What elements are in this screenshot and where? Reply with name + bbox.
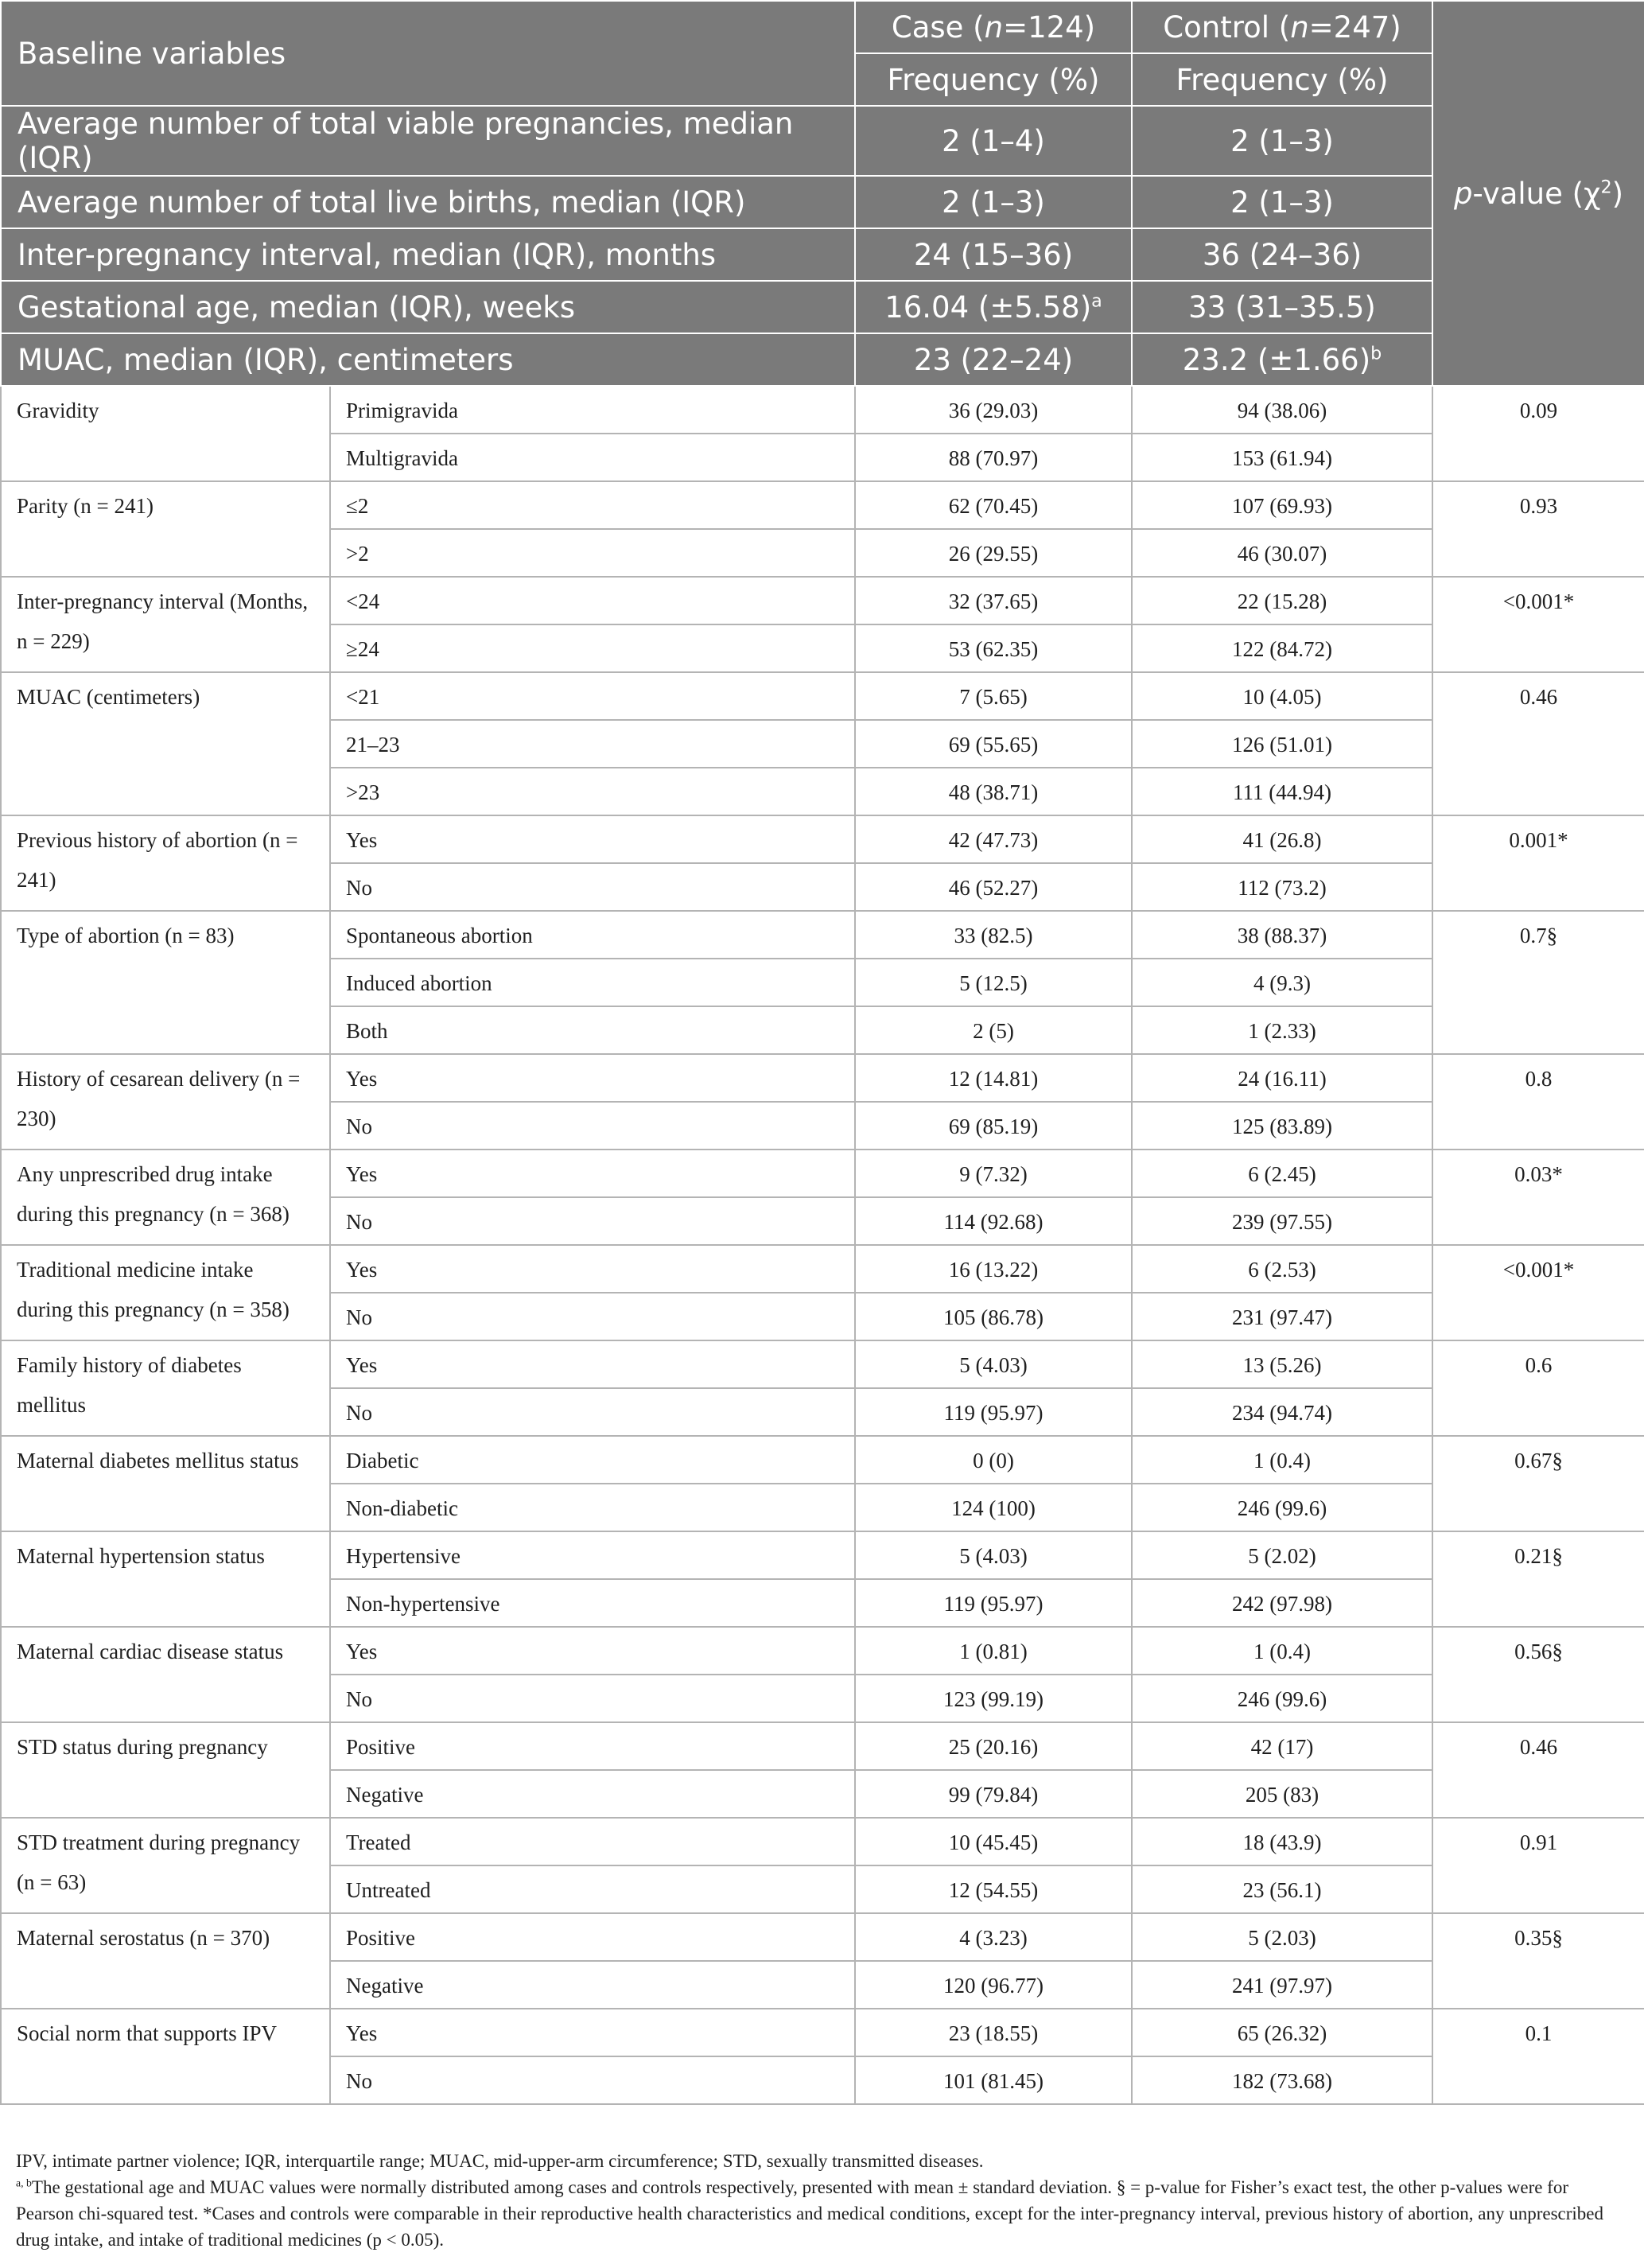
variable-level: Multigravida [330,434,855,481]
control-frequency: 13 (5.26) [1132,1340,1432,1388]
variable-level: <21 [330,672,855,720]
p-value: 0.001* [1432,815,1644,911]
case-frequency: 23 (18.55) [855,2009,1132,2056]
case-frequency: 16 (13.22) [855,1245,1132,1293]
control-frequency: 18 (43.9) [1132,1818,1432,1865]
control-frequency: 112 (73.2) [1132,863,1432,911]
variable-level: Non-diabetic [330,1484,855,1531]
table-body [1,386,1644,2104]
table-row [1,386,1644,434]
variable-level: Diabetic [330,1436,855,1484]
summary-case: 23 (22–24) [855,333,1132,386]
summary-case: 2 (1–3) [855,176,1132,228]
case-frequency: 7 (5.65) [855,672,1132,720]
summary-row [1,176,1644,228]
table-header [1,1,1644,386]
case-frequency: 0 (0) [855,1436,1132,1484]
case-frequency: 105 (86.78) [855,1293,1132,1340]
control-frequency: 111 (44.94) [1132,768,1432,815]
table-row [1,1436,1644,1484]
summary-control: 2 (1–3) [1132,176,1432,228]
variable-level: No [330,863,855,911]
summary-label: Inter-pregnancy interval, median (IQR), months [1,228,855,281]
control-frequency: 94 (38.06) [1132,386,1432,434]
control-frequency: 10 (4.05) [1132,672,1432,720]
table-row [1,1818,1644,1865]
control-frequency: 1 (0.4) [1132,1436,1432,1484]
control-frequency: 122 (84.72) [1132,624,1432,672]
variable-level: Positive [330,1722,855,1770]
variable-level: ≤2 [330,481,855,529]
case-frequency: 53 (62.35) [855,624,1132,672]
case-frequency: 9 (7.32) [855,1150,1132,1197]
case-frequency: 99 (79.84) [855,1770,1132,1818]
p-value: 0.93 [1432,481,1644,577]
summary-label: Average number of total live births, median (IQR) [1,176,855,228]
control-frequency: 6 (2.53) [1132,1245,1432,1293]
control-frequency: 205 (83) [1132,1770,1432,1818]
header-case-frequency: Frequency (%) [855,53,1132,106]
variable-name: Family history of diabetes mellitus [1,1340,330,1436]
header-case: Case (n=124) [855,1,1132,53]
case-frequency: 1 (0.81) [855,1627,1132,1675]
variable-level: Negative [330,1770,855,1818]
case-frequency: 32 (37.65) [855,577,1132,624]
variable-name: History of cesarean delivery (n = 230) [1,1054,330,1150]
table-row [1,577,1644,624]
variable-level: Yes [330,1627,855,1675]
case-frequency: 5 (12.5) [855,959,1132,1006]
table-row [1,911,1644,959]
control-frequency: 24 (16.11) [1132,1054,1432,1102]
control-frequency: 246 (99.6) [1132,1675,1432,1722]
variable-level: Yes [330,2009,855,2056]
case-frequency: 25 (20.16) [855,1722,1132,1770]
summary-control: 33 (31–35.5) [1132,281,1432,333]
variable-level: No [330,2056,855,2104]
summary-label: Average number of total viable pregnancies, median (IQR) [1,106,855,176]
control-frequency: 6 (2.45) [1132,1150,1432,1197]
variable-level: Yes [330,1150,855,1197]
p-value: 0.46 [1432,672,1644,815]
summary-label: Gestational age, median (IQR), weeks [1,281,855,333]
variable-name: Social norm that supports IPV [1,2009,330,2104]
summary-row [1,106,1644,176]
control-frequency: 125 (83.89) [1132,1102,1432,1150]
p-value: <0.001* [1432,577,1644,672]
case-frequency: 12 (54.55) [855,1865,1132,1913]
control-frequency: 239 (97.55) [1132,1197,1432,1245]
p-value: 0.8 [1432,1054,1644,1150]
case-frequency: 123 (99.19) [855,1675,1132,1722]
variable-name: Parity (n = 241) [1,481,330,577]
control-frequency: 231 (97.47) [1132,1293,1432,1340]
control-frequency: 107 (69.93) [1132,481,1432,529]
variable-level: Primigravida [330,386,855,434]
p-value: 0.7§ [1432,911,1644,1054]
control-frequency: 246 (99.6) [1132,1484,1432,1531]
case-frequency: 26 (29.55) [855,529,1132,577]
table-row [1,1531,1644,1579]
case-frequency: 33 (82.5) [855,911,1132,959]
variable-name: Previous history of abortion (n = 241) [1,815,330,911]
variable-level: <24 [330,577,855,624]
p-value: 0.21§ [1432,1531,1644,1627]
p-value: 0.6 [1432,1340,1644,1436]
table-row [1,815,1644,863]
summary-control: 36 (24–36) [1132,228,1432,281]
p-value: 0.1 [1432,2009,1644,2104]
summary-control: 23.2 $(\pm 1.66)^b$ [1132,333,1432,386]
case-frequency: 4 (3.23) [855,1913,1132,1961]
variable-level: No [330,1388,855,1436]
header-p-value: p-value $(\chi^2)$ [1432,1,1644,386]
table-row [1,2009,1644,2056]
case-frequency: 2 (5) [855,1006,1132,1054]
variable-level: >23 [330,768,855,815]
p-value: 0.56§ [1432,1627,1644,1722]
variable-level: Yes [330,1054,855,1102]
control-frequency: 241 (97.97) [1132,1961,1432,2009]
variable-level: No [330,1675,855,1722]
p-value: 0.67§ [1432,1436,1644,1531]
case-frequency: 10 (45.45) [855,1818,1132,1865]
variable-level: Spontaneous abortion [330,911,855,959]
variable-level: Induced abortion [330,959,855,1006]
case-frequency: 5 (4.03) [855,1340,1132,1388]
variable-level: Non-hypertensive [330,1579,855,1627]
control-frequency: 153 (61.94) [1132,434,1432,481]
control-frequency: 126 (51.01) [1132,720,1432,768]
variable-name: Gravidity [1,386,330,481]
variable-level: Yes [330,815,855,863]
case-frequency: 120 (96.77) [855,1961,1132,2009]
variable-name: MUAC (centimeters) [1,672,330,815]
variable-name: STD status during pregnancy [1,1722,330,1818]
case-frequency: 69 (55.65) [855,720,1132,768]
variable-level: No [330,1293,855,1340]
control-frequency: 38 (88.37) [1132,911,1432,959]
case-frequency: 5 (4.03) [855,1531,1132,1579]
control-frequency: 1 (0.4) [1132,1627,1432,1675]
variable-level: Both [330,1006,855,1054]
case-frequency: 42 (47.73) [855,815,1132,863]
control-frequency: 5 (2.02) [1132,1531,1432,1579]
summary-label: MUAC, median (IQR), centimeters [1,333,855,386]
footnote-methods: $^{a, b}$The gestational age and MUAC values were normally distributed among cases and controls respectively, presented with mean ± standard deviation. § = p-value for Fisher’s exact test, the other p-values were for Pearson chi-squared test. *Cases and controls were comparable in their reproductive health characteristics and medical conditions, except for the inter-pregnancy interval, previous history of abortion, any unprescribed drug intake, and intake of traditional medicines (p < 0.05). [16,2177,1604,2250]
table-row [1,1722,1644,1770]
footnote-abbreviations: IPV, intimate partner violence; IQR, interquartile range; MUAC, mid-upper-arm circumference; STD, sexually transmitted diseases. [16,2151,984,2171]
control-frequency: 5 (2.03) [1132,1913,1432,1961]
table-row [1,481,1644,529]
p-value: <0.001* [1432,1245,1644,1340]
case-frequency: 119 (95.97) [855,1388,1132,1436]
control-frequency: 23 (56.1) [1132,1865,1432,1913]
summary-control: 2 (1–3) [1132,106,1432,176]
p-value: 0.91 [1432,1818,1644,1913]
variable-level: >2 [330,529,855,577]
table-row [1,1627,1644,1675]
control-frequency: 182 (73.68) [1132,2056,1432,2104]
control-frequency: 4 (9.3) [1132,959,1432,1006]
summary-case: 16.04 $(\pm 5.58)^a$ [855,281,1132,333]
p-value: 0.35§ [1432,1913,1644,2009]
variable-name: Maternal cardiac disease status [1,1627,330,1722]
variable-name: Maternal hypertension status [1,1531,330,1627]
variable-level: Untreated [330,1865,855,1913]
variable-level: No [330,1102,855,1150]
case-frequency: 12 (14.81) [855,1054,1132,1102]
table-row [1,1054,1644,1102]
variable-name: Any unprescribed drug intake during this pregnancy (n = 368) [1,1150,330,1245]
header-baseline-variables: Baseline variables [1,1,855,106]
p-value: 0.03* [1432,1150,1644,1245]
case-frequency: 101 (81.45) [855,2056,1132,2104]
summary-case: 24 (15–36) [855,228,1132,281]
case-frequency: 119 (95.97) [855,1579,1132,1627]
table-row [1,672,1644,720]
variable-level: Treated [330,1818,855,1865]
variable-level: Yes [330,1340,855,1388]
control-frequency: 46 (30.07) [1132,529,1432,577]
control-frequency: 1 (2.33) [1132,1006,1432,1054]
variable-name: Maternal diabetes mellitus status [1,1436,330,1531]
table-row [1,1913,1644,1961]
table-row [1,1340,1644,1388]
summary-row [1,228,1644,281]
table-footnotes [16,2148,1623,2253]
control-frequency: 65 (26.32) [1132,2009,1432,2056]
control-frequency: 242 (97.98) [1132,1579,1432,1627]
table-row [1,1245,1644,1293]
variable-name: Traditional medicine intake during this pregnancy (n = 358) [1,1245,330,1340]
case-frequency: 124 (100) [855,1484,1132,1531]
control-frequency: 22 (15.28) [1132,577,1432,624]
variable-level: Positive [330,1913,855,1961]
variable-name: Inter-pregnancy interval (Months, n = 229) [1,577,330,672]
summary-row [1,281,1644,333]
summary-row [1,333,1644,386]
case-frequency: 48 (38.71) [855,768,1132,815]
p-value: 0.46 [1432,1722,1644,1818]
table-row [1,1150,1644,1197]
control-frequency: 234 (94.74) [1132,1388,1432,1436]
case-frequency: 62 (70.45) [855,481,1132,529]
case-frequency: 88 (70.97) [855,434,1132,481]
p-value: 0.09 [1432,386,1644,481]
header-control: Control (n=247) [1132,1,1432,53]
variable-name: STD treatment during pregnancy (n = 63) [1,1818,330,1913]
variable-level: ≥24 [330,624,855,672]
variable-level: No [330,1197,855,1245]
case-frequency: 114 (92.68) [855,1197,1132,1245]
control-frequency: 42 (17) [1132,1722,1432,1770]
case-frequency: 46 (52.27) [855,863,1132,911]
case-frequency: 69 (85.19) [855,1102,1132,1150]
variable-level: Hypertensive [330,1531,855,1579]
summary-case: 2 (1–4) [855,106,1132,176]
variable-level: Yes [330,1245,855,1293]
control-frequency: 41 (26.8) [1132,815,1432,863]
variable-name: Maternal serostatus (n = 370) [1,1913,330,2009]
variable-level: Negative [330,1961,855,2009]
variable-level: 21–23 [330,720,855,768]
case-frequency: 36 (29.03) [855,386,1132,434]
variable-name: Type of abortion (n = 83) [1,911,330,1054]
header-control-frequency: Frequency (%) [1132,53,1432,106]
